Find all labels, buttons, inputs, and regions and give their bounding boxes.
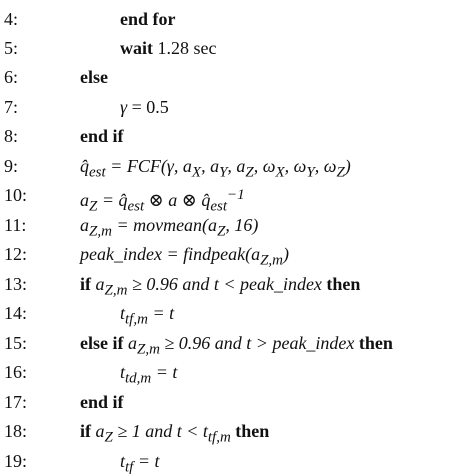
gamma-assignment: γ = 0.5 (120, 97, 169, 117)
then-keyword: then (358, 333, 393, 353)
end-if-statement: end if (80, 392, 124, 412)
algorithm-line-11 (0, 212, 474, 241)
fcf-equation: $q̂_{est} = FCF(\gamma$, $a_X$, $a_Y$, $a_Z$, $\omega_X$, $\omega_Y$, $\omega_Z$) (80, 156, 351, 181)
line-number: 16: (4, 362, 28, 382)
line-number: 9: (4, 156, 19, 176)
else-if-condition-line (80, 332, 393, 361)
line-number: 8: (4, 126, 19, 146)
algorithm-line-13 (0, 271, 474, 300)
algorithm-line-10 (0, 182, 474, 215)
line-number: 19: (4, 451, 28, 471)
wait-keyword: wait (120, 38, 153, 58)
gamma-symbol: γ (120, 97, 128, 117)
line-number: 4: (4, 9, 19, 29)
wait-statement (120, 37, 216, 59)
algorithm-line-7 (0, 94, 474, 123)
line-number: 15: (4, 333, 28, 353)
algorithm-line-5 (0, 35, 474, 64)
algorithm-line-18 (0, 418, 474, 447)
else-statement: else (80, 67, 108, 87)
algorithm-line-6 (0, 64, 474, 93)
algorithm-line-4 (0, 6, 474, 35)
line-number: 12: (4, 244, 28, 264)
line-number: 6: (4, 67, 19, 87)
algorithm-line-19 (0, 448, 474, 474)
algorithm-line-12 (0, 241, 474, 270)
line-number: 14: (4, 303, 28, 323)
line-number: 10: (4, 185, 28, 205)
movmean-equation: $a_{Z,m}$ = $movmean(a_Z$, 16) (80, 215, 259, 240)
end-for-statement: end for (120, 9, 176, 29)
condition-expression: $a_{Z,m} \ge 0.96$ and t < peak_index (95, 274, 322, 299)
rotation-equation: $a_Z$ = $q̂_{est}$ ⊗ a ⊗ $q̂_{est}^{-1}$ (80, 187, 245, 215)
line-number: 7: (4, 97, 19, 117)
then-keyword: then (235, 421, 270, 441)
ttf-m-assignment: $t_{tf,m} = t$ (120, 303, 175, 328)
line-number: 18: (4, 421, 28, 441)
if-keyword: if (80, 274, 91, 294)
algorithm-line-15 (0, 330, 474, 359)
then-keyword: then (326, 274, 361, 294)
condition-expression: $a_Z \ge 1$ and $t < t_{tf,m}$ (95, 421, 231, 446)
line-number: 11: (4, 215, 27, 235)
line-number: 13: (4, 274, 28, 294)
if-condition-line (80, 420, 269, 449)
line-number: 17: (4, 392, 28, 412)
end-if-statement: end if (80, 126, 124, 146)
algorithm-line-14 (0, 300, 474, 329)
algorithm-line-8 (0, 123, 474, 152)
findpeak-equation: peak_index = $findpeak(a_{Z,m})$ (80, 244, 290, 269)
if-condition-line (80, 273, 360, 302)
line-number: 5: (4, 38, 19, 58)
wait-duration: 1.28 sec (157, 38, 217, 58)
algorithm-line-17 (0, 389, 474, 418)
ttf-assignment: $t_{tf} = t$ (120, 451, 160, 474)
condition-expression: $a_{Z,m} \ge 0.96$ and t > peak_index (127, 333, 355, 358)
algorithm-line-16 (0, 359, 474, 388)
else-if-keyword: else if (80, 333, 124, 353)
if-keyword: if (80, 421, 91, 441)
ttd-m-assignment: $t_{td,m} = t$ (120, 362, 178, 387)
algorithm-line-9 (0, 153, 474, 182)
